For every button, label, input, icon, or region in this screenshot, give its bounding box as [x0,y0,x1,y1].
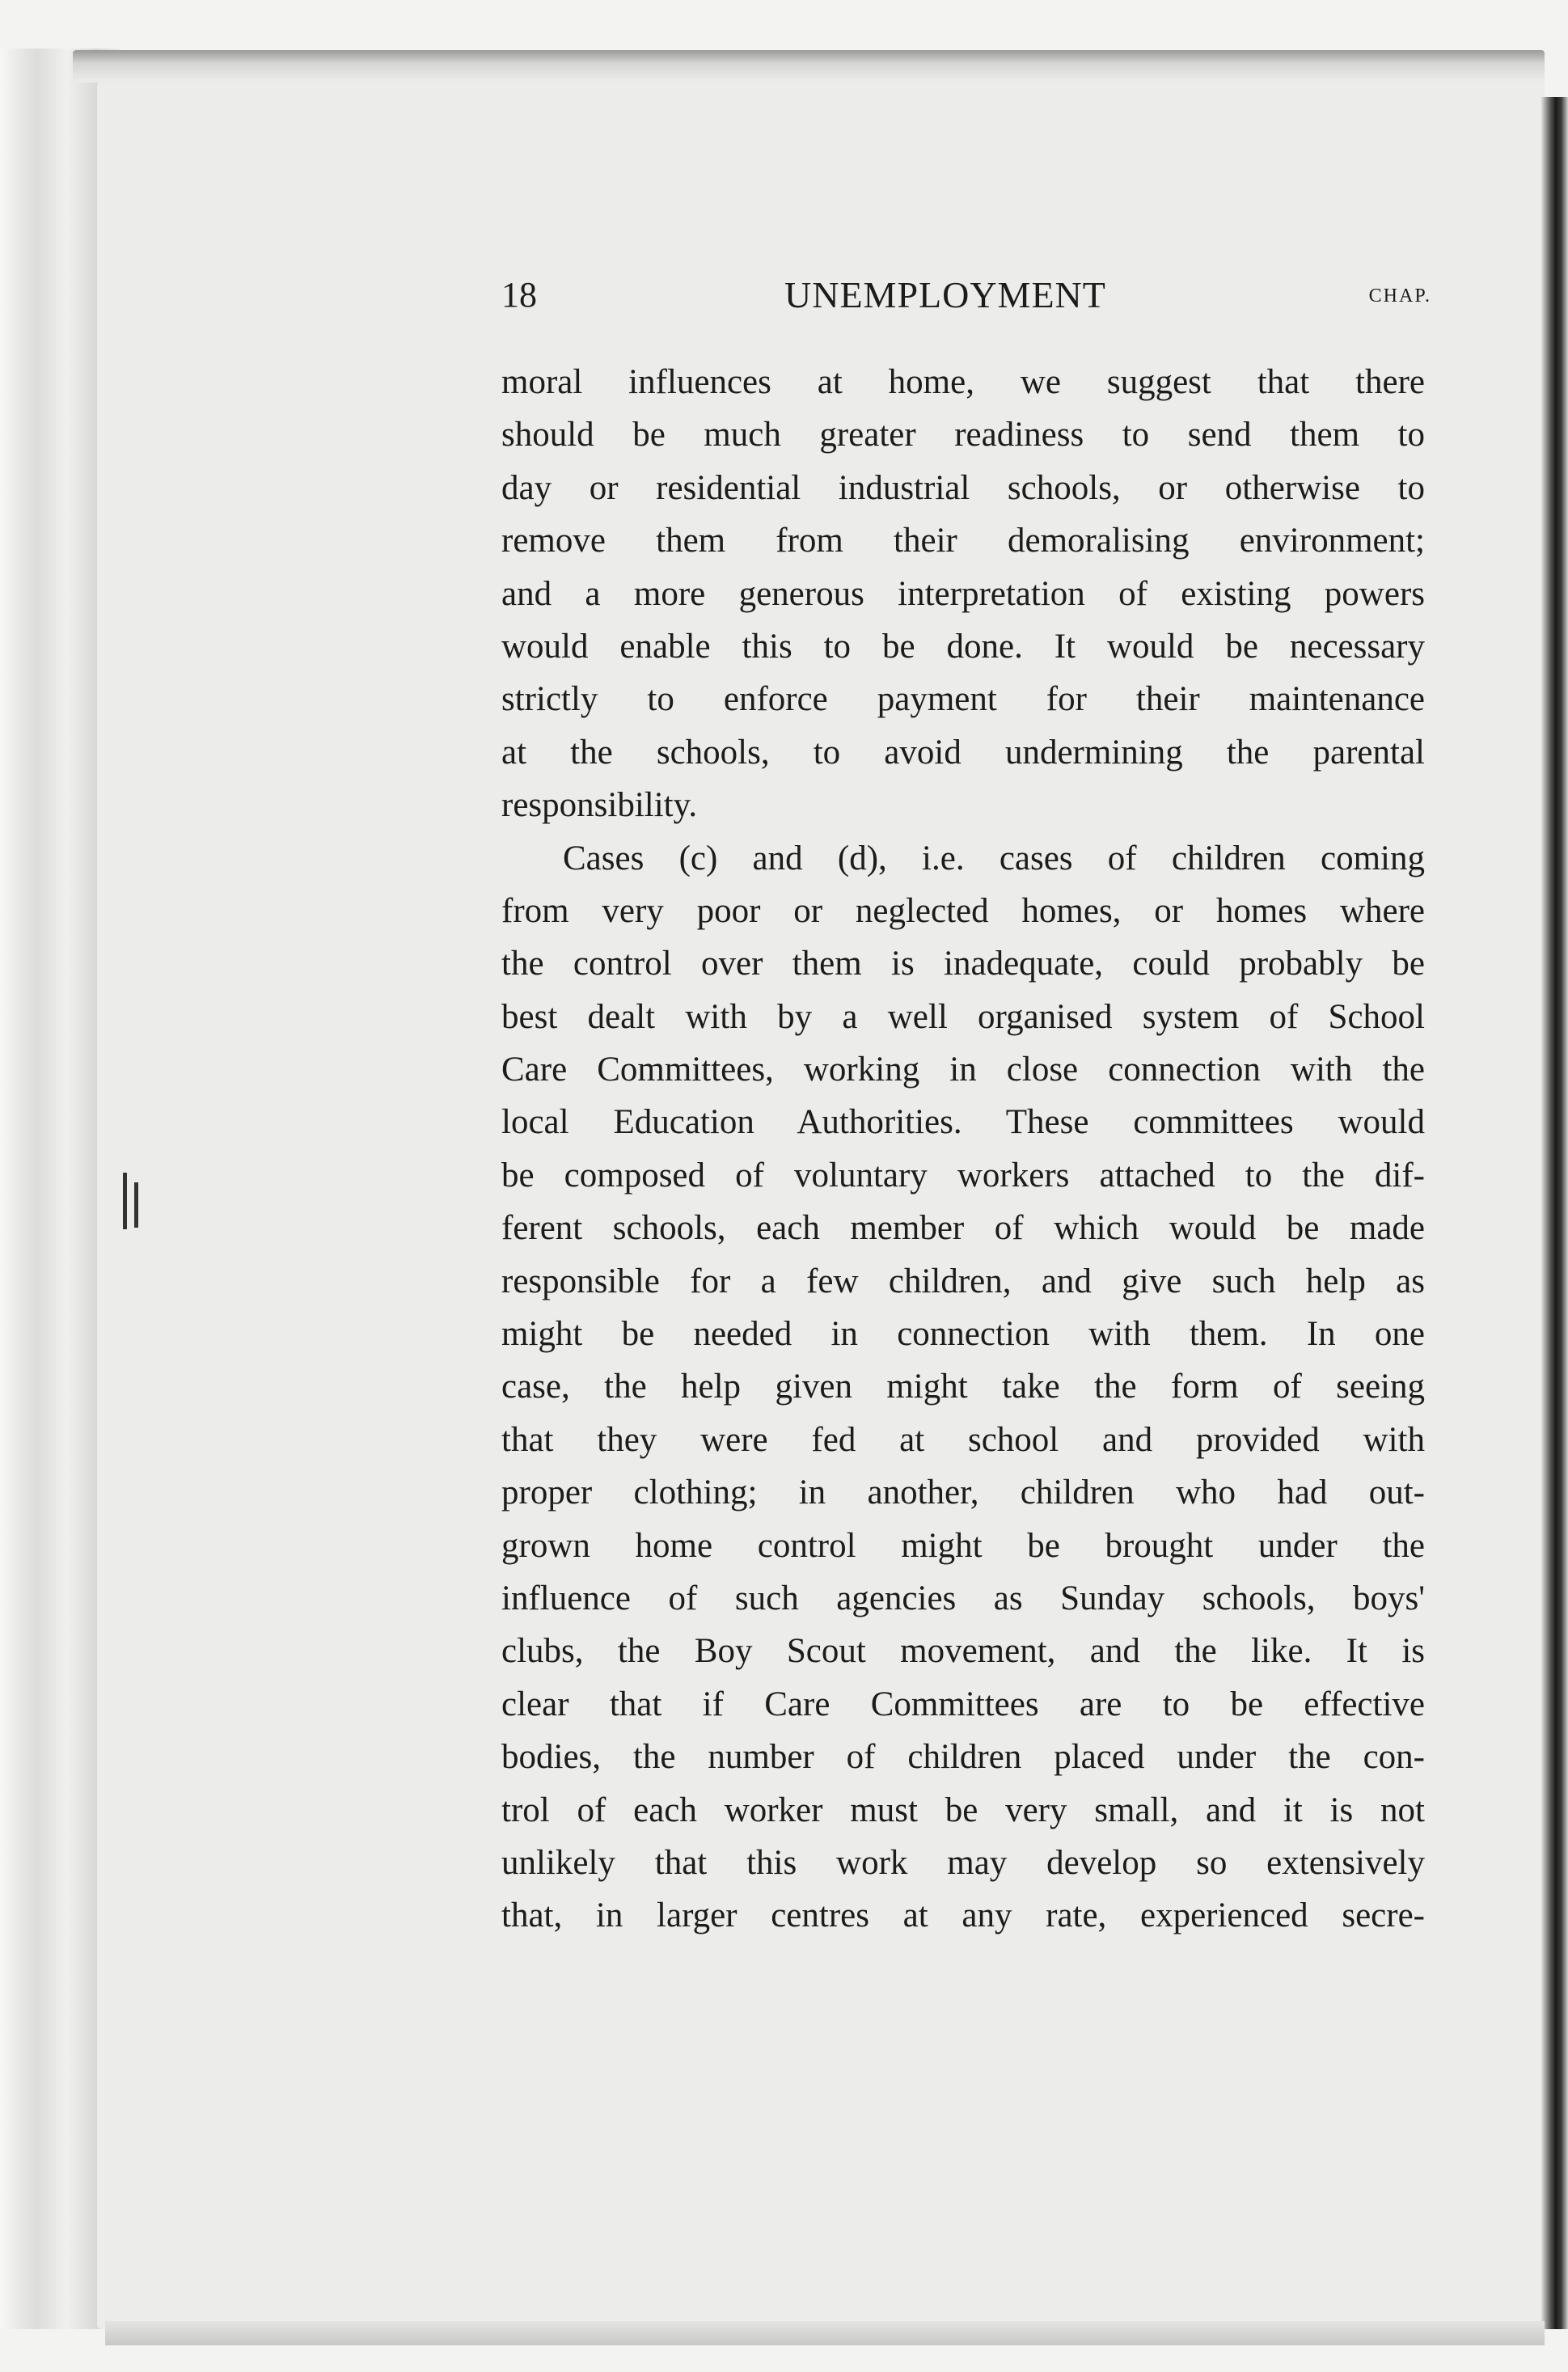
gutter-mark [134,1182,138,1228]
text-line: would enable this to be done. It would be necessary [501,627,1425,666]
book-right-edge [1541,97,1568,2329]
text-line: trol of each worker must be very small, and it is not [501,1791,1425,1829]
text-line: case, the help given might take the form of seeing [501,1368,1425,1406]
text-line: moral influences at home, we suggest that there [501,363,1425,401]
text-line: the control over them is inadequate, could probably be [501,945,1425,983]
text-line: best dealt with by a well organised system of School [501,997,1425,1036]
book-top-edge [73,50,1545,82]
running-title: UNEMPLOYMENT [784,274,1106,315]
text-line: might be needed in connection with them. In one [501,1315,1425,1354]
text-line: influence of such agencies as Sunday schools, boys' [501,1579,1425,1617]
text-line: should be much greater readiness to send them to [501,416,1425,455]
text-line: responsible for a few children, and give such help as [501,1262,1425,1300]
text-line: be composed of voluntary workers attached to the dif- [501,1156,1425,1194]
gutter-mark [123,1173,127,1229]
text-line: that they were fed at school and provided with [501,1420,1425,1459]
text-line: that, in larger centres at any rate, experienced secre- [501,1896,1425,1935]
text-line: bodies, the number of children placed under the con- [501,1738,1425,1777]
page-number: 18 [501,275,537,315]
text-line: at the schools, to avoid undermining the parental [501,733,1425,772]
paragraph-end-line: responsibility. [501,786,698,825]
running-chapter-label: CHAP. [1368,285,1431,307]
text-line: Care Committees, working in close connection with the [501,1051,1425,1089]
text-line: clubs, the Boy Scout movement, and the like. It is [501,1632,1425,1671]
text-line: remove them from their demoralising environment; [501,522,1425,560]
text-line: local Education Authorities. These committees would [501,1103,1425,1142]
text-line: clear that if Care Committees are to be effective [501,1685,1425,1723]
text-line: strictly to enforce payment for their maintenance [501,680,1425,719]
paragraph-start-line: Cases (c) and (d), i.e. cases of children coming [563,839,1425,877]
body-text [501,356,1425,1943]
text-line: day or residential industrial schools, or otherwise to [501,468,1425,507]
text-line: ferent schools, each member of which would be made [501,1209,1425,1248]
text-line: proper clothing; in another, children who had out- [501,1474,1425,1512]
book-bottom-edge [105,2321,1545,2345]
text-line: and a more generous interpretation of existing powers [501,574,1425,613]
text-line: grown home control might be brought under the [501,1526,1425,1565]
running-head [501,271,1431,319]
text-line: from very poor or neglected homes, or homes where [501,891,1425,930]
text-line: unlikely that this work may develop so extensively [501,1843,1425,1882]
